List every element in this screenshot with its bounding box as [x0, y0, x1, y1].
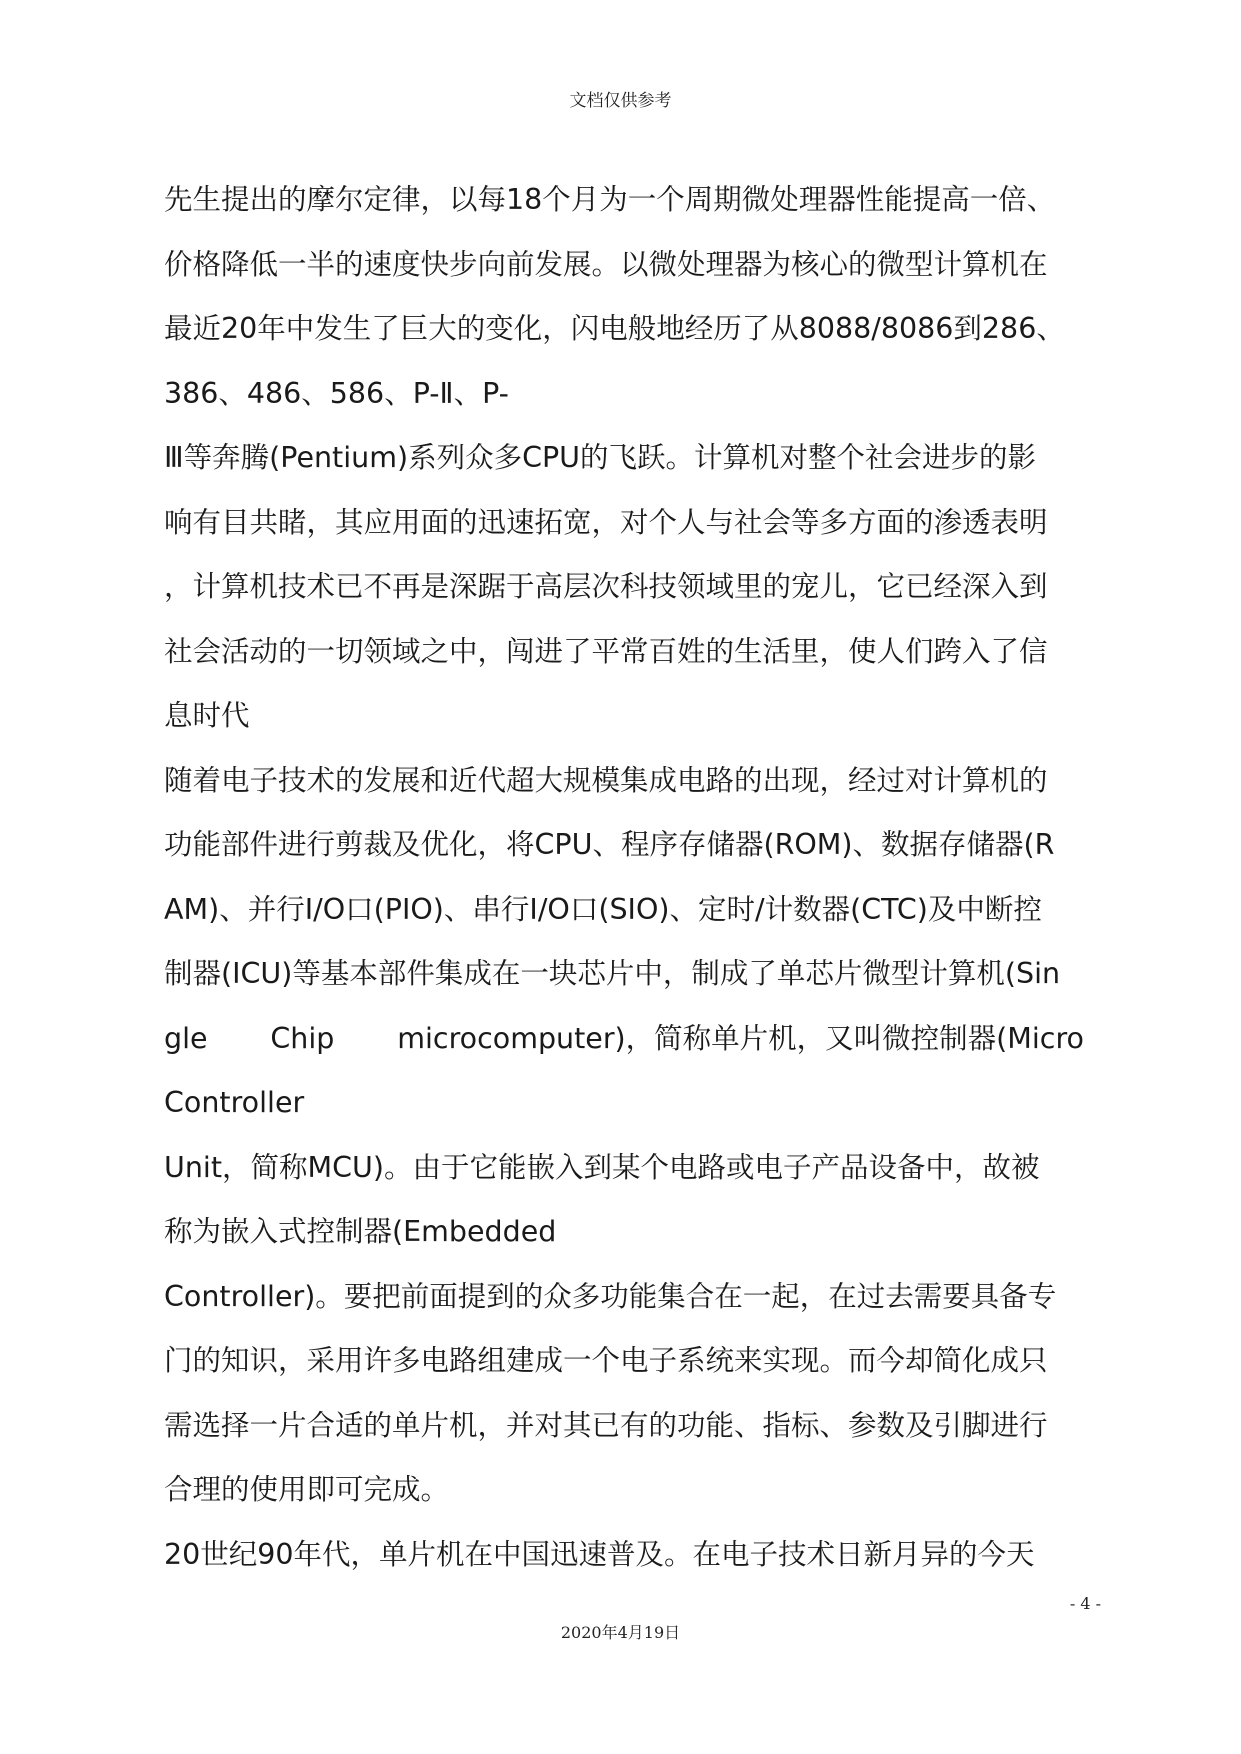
text-line: 功能部件进行剪裁及优化，将CPU、程序存储器(ROM)、数据存储器(R	[164, 828, 1055, 861]
text-line: Controller	[164, 1086, 305, 1119]
text-line: 先生提出的摩尔定律，以每18个月为一个周期微处理器性能提高一倍、	[164, 183, 1056, 216]
body-text	[164, 175, 1084, 1594]
text-line: 386、486、586、P-Ⅱ、P-	[164, 376, 509, 410]
text-line: 最近20年中发生了巨大的变化，闪电般地经历了从8088/8086到286、	[164, 312, 1065, 345]
text-word: gle	[164, 1021, 208, 1055]
text-word: microcomputer)，简称单片机，又叫微控制器(Micro	[397, 1021, 1084, 1055]
page-header: 文档仅供参考	[569, 91, 672, 111]
text-line-justified	[164, 1014, 1084, 1079]
text-line: 随着电子技术的发展和近代超大规模集成电路的出现，经过对计算机的	[164, 763, 1048, 797]
text-line: AM)、并行I/O口(PIO)、串行I/O口(SIO)、定时/计数器(CTC)及中断控	[164, 892, 1042, 926]
text-line: Ⅲ等奔腾(Pentium)系列众多CPU的飞跃。计算机对整个社会进步的影	[164, 441, 1037, 474]
text-line: 合理的使用即可完成。	[164, 1473, 450, 1506]
text-line: 20世纪90年代，单片机在中国迅速普及。在电子技术日新月异的今天	[164, 1537, 1035, 1571]
text-line: Controller)。要把前面提到的众多功能集合在一起，在过去需要具备专	[164, 1279, 1057, 1313]
text-line: 息时代	[164, 699, 250, 732]
text-line: Unit，简称MCU)。由于它能嵌入到某个电路或电子产品设备中，故被	[164, 1150, 1040, 1184]
text-word: Chip	[270, 1021, 335, 1055]
text-line: 响有目共睹，其应用面的迅速拓宽，对个人与社会等多方面的渗透表明	[164, 505, 1048, 539]
page-footer-date: 2020年4月19日	[560, 1623, 681, 1642]
page-number: - 4 -	[1069, 1594, 1101, 1613]
text-line: ，计算机技术已不再是深踞于高层次科技领域里的宠儿，它已经深入到	[164, 570, 1048, 603]
text-line: 制器(ICU)等基本部件集成在一块芯片中，制成了单芯片微型计算机(Sin	[164, 957, 1061, 990]
text-line: 社会活动的一切领域之中，闯进了平常百姓的生活里，使人们跨入了信	[164, 634, 1048, 668]
text-line: 需选择一片合适的单片机，并对其已有的功能、指标、参数及引脚进行	[164, 1408, 1048, 1442]
text-line: 称为嵌入式控制器(Embedded	[164, 1215, 557, 1248]
text-line: 门的知识，采用许多电路组建成一个电子系统来实现。而今却简化成只	[164, 1344, 1048, 1377]
text-line: 价格降低一半的速度快步向前发展。以微处理器为核心的微型计算机在	[164, 247, 1048, 281]
